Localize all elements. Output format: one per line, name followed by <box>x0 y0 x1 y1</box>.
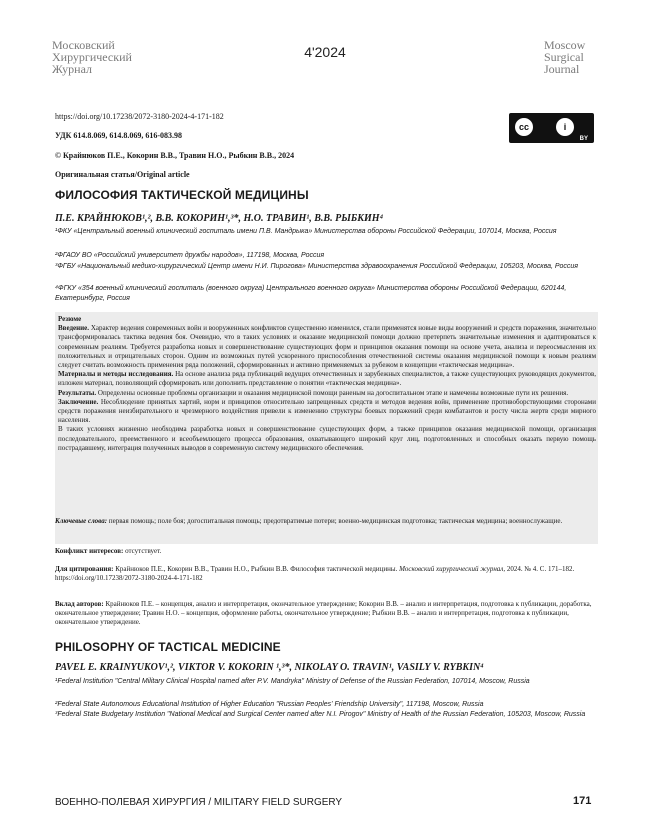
conflict-of-interest <box>55 547 598 556</box>
contribution-text: Крайнюков П.Е. – концепция, анализ и интерпретация, окончательное утверждение; Кокорин В.В. – анализ и интерпретация, подготовка к публикации, доработка, окончательное утверждение; Травин Н.О. – концепция, оформление работы, окончательное утверждение; Рыбкин В.В. – анализ и интерпретация, подготовка к публикации, окончательное утверждение. <box>55 600 592 627</box>
conclusion-text: Несоблюдение принятых хартий, норм и принципов относительно запрещенных средств и методов ведения войн, применение противоборствующими сторонами средств поражения неизбирательного и чрезмерного воздействия привели к изменению структуры боевых поражений среди комбатантов и росту числа жертв среди мирного населения. <box>58 397 596 425</box>
affiliation-ru-2: ²ФГАОУ ВО «Российский университет дружбы народов», 117198, Москва, Россия <box>55 252 325 259</box>
attribution-person-icon: i <box>554 116 576 138</box>
citation-label: Для цитирования: <box>55 565 114 573</box>
affiliation-ru-4: ⁴ФГКУ «354 военный клинический госпиталь (военного округа) Центрального военного округа» Министерства обороны Российской Федерации, 620144, Екатеринбург, Россия <box>55 285 567 302</box>
logo-ru-line-3: Журнал <box>52 62 93 76</box>
affiliation-ru-1: ¹ФКУ «Центральный военный клинический госпиталь имени П.В. Мандрыка» Министерства обороны Российской Федерации, 107014, Москва, Россия <box>55 228 557 235</box>
license-by-label: BY <box>579 136 588 142</box>
keywords-label: Ключевые слова: <box>55 517 108 525</box>
authors-en: PAVEL E. KRAINYUKOV¹,², VIKTOR V. KOKORIN ¹,³*, NIKOLAY O. TRAVIN¹, VASILY V. RYBKIN⁴ <box>55 662 484 673</box>
article-title-ru: ФИЛОСОФИЯ ТАКТИЧЕСКОЙ МЕДИЦИНЫ <box>55 188 309 202</box>
methods-text: На основе анализа ряда публикаций ведущих отечественных и зарубежных специалистов, а также существующих руководящих документов, изложен материал, позволяющий сформировать или дополнить представление о понятии «тактическая медицина». <box>58 370 597 388</box>
affiliation-en-1: ¹Federal Institution "Central Military Clinical Hospital named after P.V. Mandryka" Ministry of Defense of the Russian Federation, 107014, Moscow, Russia <box>55 678 530 685</box>
author-contribution <box>55 600 598 628</box>
affiliation-en-3: ³Federal State Budgetary Institution "National Medical and Surgical Center named after N.I. Pirogov" Ministry of Health of the Russian Federation, 105203, Moscow, Russia <box>55 711 586 718</box>
contribution-label: Вклад авторов: <box>55 600 104 608</box>
affiliation-en-2: ²Federal State Autonomous Educational Institution of Higher Education "Russian Peoples' Friendship University", 117198, Moscow, Russia <box>55 701 484 708</box>
results-text: Определены основные проблемы организации и оказания медицинской помощи раненым на догоспитальном этапе и намечены возможные пути их решения. <box>97 388 569 397</box>
citation-text: Крайнюков П.Е., Кокорин В.В., Травин Н.О., Рыбкин В.В. Философия тактической медицины. <box>115 565 398 573</box>
abstract <box>58 315 596 453</box>
logo-en-line-3: Journal <box>544 62 580 76</box>
abstract-heading: Резюме <box>58 315 82 323</box>
article-type: Оригинальная статья/Original article <box>55 170 190 179</box>
logo-en-line-1: Moscow <box>544 38 586 52</box>
page-number: 171 <box>573 795 592 807</box>
journal-logo-en <box>544 39 585 75</box>
results-label: Результаты. <box>58 388 97 397</box>
citation-journal: Московский хирургический журнал, <box>399 565 506 573</box>
keywords-text: первая помощь; поле боя; догоспитальная помощь; предотвратимые потери; военно-медицинская подготовка; тактическая медицина; военнослужащие. <box>108 517 563 525</box>
article-title-en: PHILOSOPHY OF TACTICAL MEDICINE <box>55 640 281 654</box>
intro-label: Введение. <box>58 324 90 333</box>
logo-ru-line-2: Хирургический <box>52 50 132 64</box>
logo-en-line-2: Surgical <box>544 50 584 64</box>
conclusion-text-2: В таких условиях жизненно необходима разработка новых и совершенствование существующих форм, а также принципов оказания медицинской помощи, организация последовательного, преемственного и всеобъемлющего процесса образования, охватывающего широкий круг лиц, подготовленных и способных оказать первую помощь пострадавшему, интеграция полученных выводов в современную систему медицинского обеспечения. <box>58 425 596 452</box>
authors-ru: П.Е. КРАЙНЮКОВ¹,², В.В. КОКОРИН¹,³*, Н.О. ТРАВИН¹, В.В. РЫБКИН⁴ <box>55 213 384 224</box>
conclusion-label: Заключение. <box>58 397 99 406</box>
citation-tail: 2024. № 4. С. 171–182. https://doi.org/10.17238/2072-3180-2024-4-171-182 <box>55 565 575 583</box>
citation <box>55 565 598 583</box>
issue-number: 4'2024 <box>304 44 346 60</box>
intro-text: Характер ведения современных войн и вооруженных конфликтов существенно изменился, стали применятся новые виды вооружений и средств поражения, значительно трансформировалась тактика ведения боя. Очевидно, что в таких условиях и оказание медицинской помощи должно претерпеть значительные изменения и адаптироваться к современным реалиям. Требуется разработка новых и совершенствование существующих форм и принципов оказания помощи на основе учета, анализа и переосмысления их положительных и отрицательных сторон. Одним из возможных путей ускоренного приспособления отечественной системы оказания медицинской помощи к новым реалиям следует считать возможность применения ряда положений, сформированных и активно применяемых за рубежом в концепции «тактическая медицина». <box>58 324 596 370</box>
copyright-line: © Крайнюков П.Е., Кокорин В.В., Травин Н.О., Рыбкин В.В., 2024 <box>55 151 295 160</box>
conflict-label: Конфликт интересов: <box>55 547 124 555</box>
methods-label: Материалы и методы исследования. <box>58 370 174 379</box>
running-footer-section: ВОЕННО-ПОЛЕВАЯ ХИРУРГИЯ / MILITARY FIELD SURGERY <box>55 797 343 808</box>
doi-link[interactable]: https://doi.org/10.17238/2072-3180-2024-4-171-182 <box>55 112 224 121</box>
keywords <box>55 517 598 526</box>
affiliation-ru-3: ³ФГБУ «Национальный медико-хирургический Центр имени Н.И. Пирогова» Министерства здравоохранения Российской Федерации, 105203, Москва, Россия <box>55 263 578 270</box>
conflict-text: отсутствует. <box>125 547 162 555</box>
cc-by-license-badge[interactable] <box>509 113 594 143</box>
logo-ru-line-1: Московский <box>52 38 115 52</box>
cc-icon: cc <box>513 116 535 138</box>
udc-code: УДК 614.8.069, 614.8.069, 616-083.98 <box>55 131 183 140</box>
